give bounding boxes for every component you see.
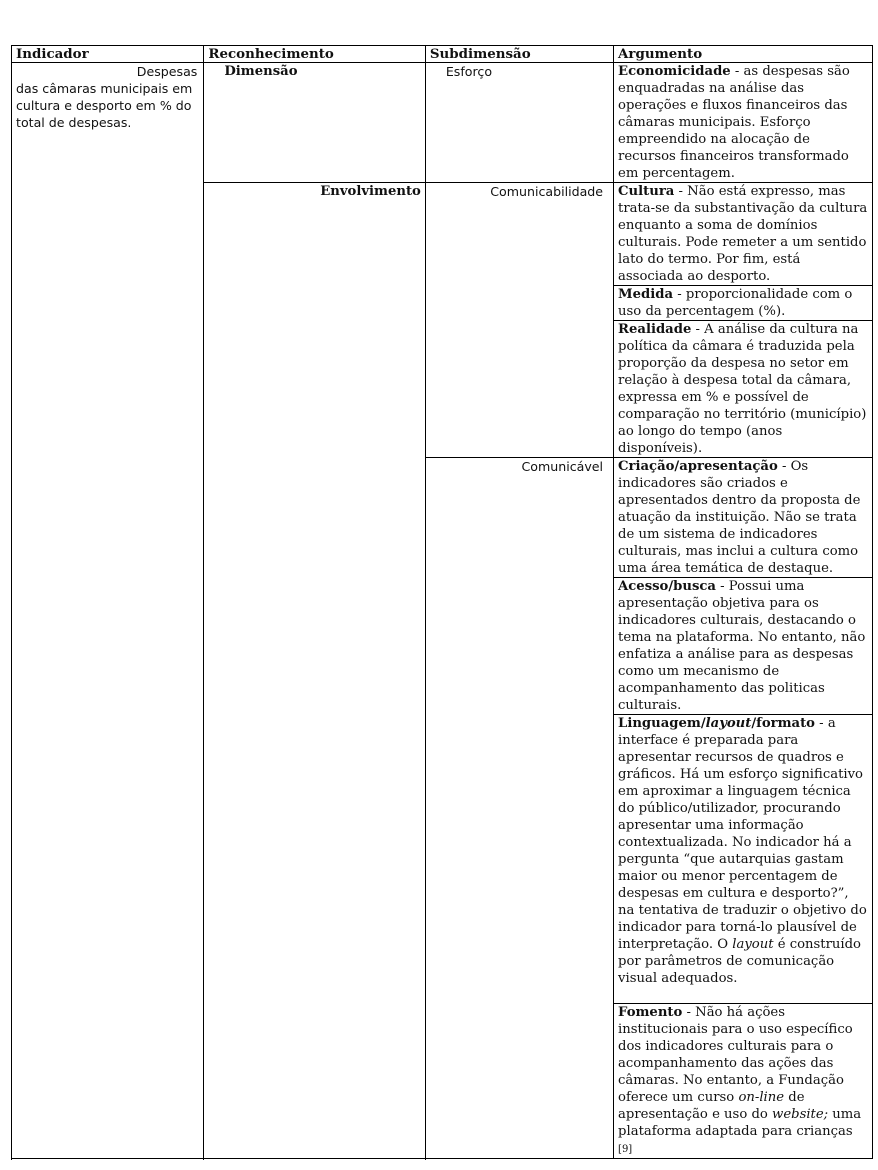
arg-text: - Possui uma apresentação objetiva para os indicadores culturais, destacando o tema na plataforma. No entanto, não enfatiza a análise para as despesas como um mecanismo de acompanhamento das politicas culturais. — [618, 579, 866, 713]
header-subdimensao: Subdimensão — [425, 46, 613, 63]
arg-term-b: /formato — [751, 716, 815, 731]
argumento-fomento — [614, 1004, 873, 1159]
argumento-realidade — [614, 321, 873, 458]
arg-text: - Não há ações institucionais para o uso específico dos indicadores culturais para o acompanhamento das ações das câmaras. No entanto, a Fundação oferece um curso — [618, 1005, 853, 1105]
arg-term: Cultura — [618, 184, 675, 199]
arg-term: Economicidade — [618, 64, 731, 79]
argumento-cultura — [614, 183, 873, 286]
arg-term: Medida — [618, 287, 674, 302]
reconhecimento-envolvimento: Envolvimento — [204, 183, 425, 1159]
argumento-linguagem — [614, 715, 873, 1004]
arg-text: - proporcionalidade com o uso da percentagem (%). — [618, 287, 853, 319]
arg-term: Acesso/busca — [618, 579, 716, 594]
arg-term: Fomento — [618, 1005, 683, 1020]
arg-term: Realidade — [618, 322, 692, 337]
header-reconhecimento: Reconhecimento — [204, 46, 425, 63]
header-indicador: Indicador — [12, 46, 204, 63]
arg-text: - A análise da cultura na política da câmara é traduzida pela proporção da despesa no setor em relação à despesa total da câmara, expressa em % e possível de comparação no território (município) ao longo do tempo (anos disponíveis). — [618, 322, 867, 456]
indicador-cell — [12, 63, 204, 1159]
argumento-criacao — [614, 458, 873, 578]
subdimensao-esforco: Esforço — [425, 63, 613, 183]
subdimensao-comunicabilidade: Comunicabilidade — [425, 183, 613, 458]
indicator-table — [11, 45, 873, 1159]
arg-term: Criação/apresentação — [618, 459, 778, 474]
table-row — [12, 63, 873, 183]
arg-italic: layout — [732, 937, 774, 952]
arg-text: - as despesas são enquadradas na análise das operações e fluxos financeiros das câmaras municipais. Esforço empreendido na alocação de recursos financeiros transformado em percentagem. — [618, 64, 850, 181]
argumento-acesso — [614, 578, 873, 715]
arg-text-end: uma plataforma adaptada para crianças — [618, 1107, 862, 1139]
subdimensao-comunicavel: Comunicável — [425, 458, 613, 1159]
reconhecimento-dimensao: Dimensão — [204, 63, 425, 183]
argumento-medida — [614, 286, 873, 321]
arg-term-italic: layout — [705, 716, 752, 731]
arg-text: - Os indicadores são criados e apresentados dentro da proposta de atuação da instituição. Não se trata de um sistema de indicadores culturais, mas inclui a cultura como uma área temática de destaque. — [618, 459, 861, 576]
arg-term-a: Linguagem/ — [618, 716, 706, 731]
arg-text-end: é construído por parâmetros de comunicação visual adequados. — [618, 937, 861, 986]
argumento-economicidade — [614, 63, 873, 183]
header-argumento: Argumento — [614, 46, 873, 63]
indicador-text: das câmaras municipais em cultura e desporto em % do total de despesas. — [16, 81, 193, 130]
arg-reference: [9] — [618, 1144, 633, 1155]
arg-italic-website: website; — [772, 1107, 829, 1122]
arg-text: - a interface é preparada para apresentar recursos de quadros e gráficos. Há um esforço significativo em aproximar a linguagem técnica do público/utilizador, procurando apresentar uma informação contextualizada. No indicador há a pergunta “que autarquias gastam maior ou menor percentagem de despesas em cultura e desporto?”, na tentativa de traduzir o objetivo do indicador para torná-lo plausível de interpretação. O — [618, 716, 867, 952]
arg-text-mid: de apresentação e uso do — [618, 1090, 805, 1122]
table-header-row — [12, 46, 873, 63]
indicador-line1: Despesas — [136, 64, 198, 79]
arg-text: - Não está expresso, mas trata-se da substantivação da cultura enquanto a soma de domínios culturais. Pode remeter a um sentido lato do termo. Por fim, está associada ao desporto. — [618, 184, 868, 284]
arg-italic-online: on-line — [738, 1090, 785, 1105]
